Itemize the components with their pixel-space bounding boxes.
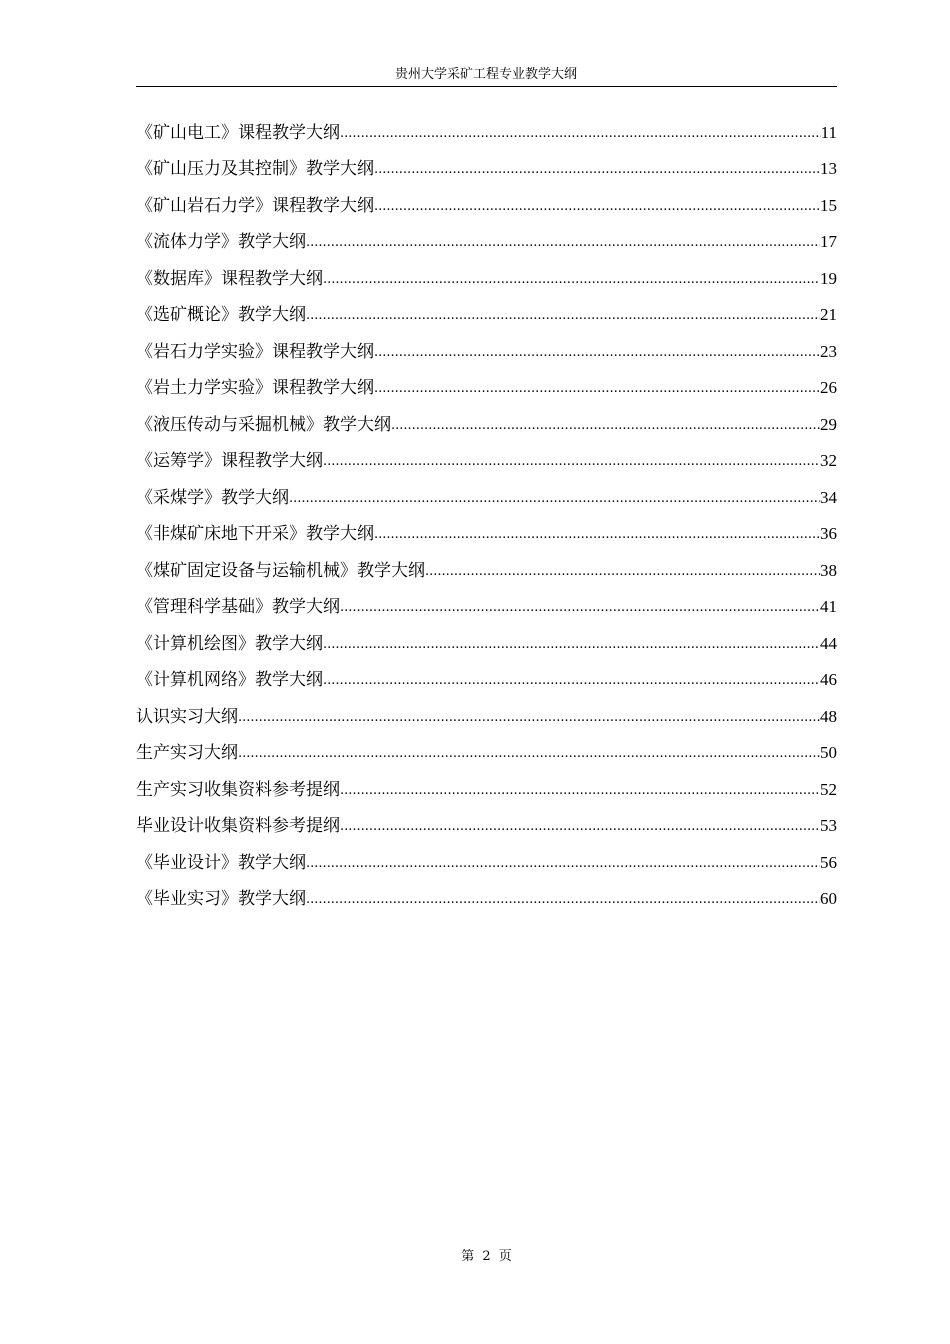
toc-entry[interactable] bbox=[136, 617, 837, 654]
toc-dot-leader bbox=[374, 527, 820, 543]
toc-entry-title: 《计算机绘图》教学大纲 bbox=[136, 633, 323, 654]
toc-entry-title: 《流体力学》教学大纲 bbox=[136, 232, 306, 252]
toc-dot-leader bbox=[374, 199, 820, 215]
toc-entry[interactable] bbox=[136, 216, 837, 253]
toc-entry-title: 《数据库》课程教学大纲 bbox=[136, 268, 323, 289]
toc-dot-leader bbox=[391, 418, 820, 434]
toc-entry-title: 毕业设计收集资料参考提纲 bbox=[136, 816, 340, 836]
toc-entry[interactable] bbox=[136, 143, 837, 180]
toc-entry-title: 生产实习大纲 bbox=[136, 743, 238, 763]
toc-dot-leader bbox=[306, 308, 820, 324]
toc-entry-page: 46 bbox=[820, 670, 837, 689]
toc-entry-page: 41 bbox=[820, 597, 837, 616]
toc-entry-page: 26 bbox=[820, 378, 837, 397]
toc-entry-title: 《毕业实习》教学大纲 bbox=[136, 889, 306, 909]
toc-entry-page: 21 bbox=[820, 305, 837, 324]
toc-dot-leader bbox=[289, 491, 820, 507]
toc-dot-leader bbox=[374, 162, 820, 178]
toc-dot-leader bbox=[306, 892, 820, 908]
toc-entry-title: 《管理科学基础》教学大纲 bbox=[136, 597, 340, 617]
toc-dot-leader bbox=[323, 673, 820, 689]
toc-dot-leader bbox=[306, 235, 820, 251]
toc-entry-title: 《计算机网络》教学大纲 bbox=[136, 670, 323, 690]
toc-dot-leader bbox=[238, 710, 820, 726]
toc-entry-page: 48 bbox=[820, 706, 837, 726]
table-of-contents bbox=[136, 106, 837, 909]
toc-entry[interactable] bbox=[136, 763, 837, 800]
toc-entry[interactable] bbox=[136, 362, 837, 399]
toc-entry[interactable] bbox=[136, 690, 837, 727]
toc-dot-leader bbox=[374, 381, 820, 397]
toc-dot-leader bbox=[425, 564, 820, 580]
toc-entry-title: 《矿山岩石力学》课程教学大纲 bbox=[136, 195, 374, 216]
toc-dot-leader bbox=[374, 345, 820, 361]
toc-entry-page: 23 bbox=[820, 341, 837, 361]
toc-entry-page: 38 bbox=[820, 560, 837, 580]
toc-dot-leader bbox=[323, 454, 820, 470]
toc-entry-title: 《运筹学》课程教学大纲 bbox=[136, 451, 323, 471]
toc-entry-title: 《液压传动与采掘机械》教学大纲 bbox=[136, 414, 391, 435]
toc-entry-page: 36 bbox=[820, 524, 837, 543]
toc-entry[interactable] bbox=[136, 179, 837, 216]
page-number-footer: 第 2 页 bbox=[461, 1249, 512, 1264]
toc-entry[interactable] bbox=[136, 325, 837, 362]
toc-entry-page: 50 bbox=[820, 743, 837, 762]
toc-entry-page: 13 bbox=[820, 159, 837, 178]
toc-entry-page: 11 bbox=[820, 122, 837, 142]
toc-entry-page: 32 bbox=[820, 451, 837, 470]
toc-entry[interactable] bbox=[136, 654, 837, 691]
toc-entry[interactable] bbox=[136, 800, 837, 837]
toc-entry[interactable] bbox=[136, 471, 837, 508]
toc-entry-page: 60 bbox=[820, 889, 837, 908]
toc-entry-page: 52 bbox=[820, 779, 837, 799]
toc-entry[interactable] bbox=[136, 836, 837, 873]
toc-entry-title: 《岩石力学实验》课程教学大纲 bbox=[136, 341, 374, 362]
toc-entry[interactable] bbox=[136, 873, 837, 910]
toc-dot-leader bbox=[238, 746, 820, 762]
toc-entry-page: 17 bbox=[820, 232, 837, 251]
toc-entry-title: 认识实习大纲 bbox=[136, 706, 238, 727]
toc-dot-leader bbox=[323, 637, 820, 653]
toc-entry-title: 《选矿概论》教学大纲 bbox=[136, 305, 306, 325]
toc-dot-leader bbox=[340, 600, 820, 616]
toc-entry[interactable] bbox=[136, 508, 837, 545]
toc-entry[interactable] bbox=[136, 581, 837, 618]
toc-entry-title: 《毕业设计》教学大纲 bbox=[136, 852, 306, 873]
toc-entry[interactable] bbox=[136, 727, 837, 764]
header-rule bbox=[136, 86, 837, 87]
toc-entry-page: 53 bbox=[820, 816, 837, 835]
toc-entry[interactable] bbox=[136, 544, 837, 581]
toc-entry-page: 15 bbox=[820, 195, 837, 215]
toc-dot-leader bbox=[340, 819, 820, 835]
toc-dot-leader bbox=[323, 272, 820, 288]
toc-entry-title: 《煤矿固定设备与运输机械》教学大纲 bbox=[136, 560, 425, 581]
toc-entry-title: 《矿山压力及其控制》教学大纲 bbox=[136, 159, 374, 179]
toc-entry-title: 《采煤学》教学大纲 bbox=[136, 487, 289, 508]
toc-dot-leader bbox=[306, 856, 820, 872]
toc-entry-page: 29 bbox=[820, 414, 837, 434]
toc-entry[interactable] bbox=[136, 106, 837, 143]
toc-entry[interactable] bbox=[136, 435, 837, 472]
toc-dot-leader bbox=[340, 783, 820, 799]
toc-entry-page: 34 bbox=[820, 487, 837, 507]
toc-entry-page: 19 bbox=[820, 268, 837, 288]
toc-entry[interactable] bbox=[136, 252, 837, 289]
toc-entry-page: 44 bbox=[820, 633, 837, 653]
toc-entry-title: 生产实习收集资料参考提纲 bbox=[136, 779, 340, 800]
toc-entry-title: 《矿山电工》课程教学大纲 bbox=[136, 122, 340, 143]
toc-entry[interactable] bbox=[136, 398, 837, 435]
toc-entry-page: 56 bbox=[820, 852, 837, 872]
toc-entry-title: 《岩土力学实验》课程教学大纲 bbox=[136, 378, 374, 398]
toc-dot-leader bbox=[340, 126, 821, 142]
running-header: 贵州大学采矿工程专业教学大纲 bbox=[394, 67, 577, 82]
toc-entry-title: 《非煤矿床地下开采》教学大纲 bbox=[136, 524, 374, 544]
toc-entry[interactable] bbox=[136, 289, 837, 326]
